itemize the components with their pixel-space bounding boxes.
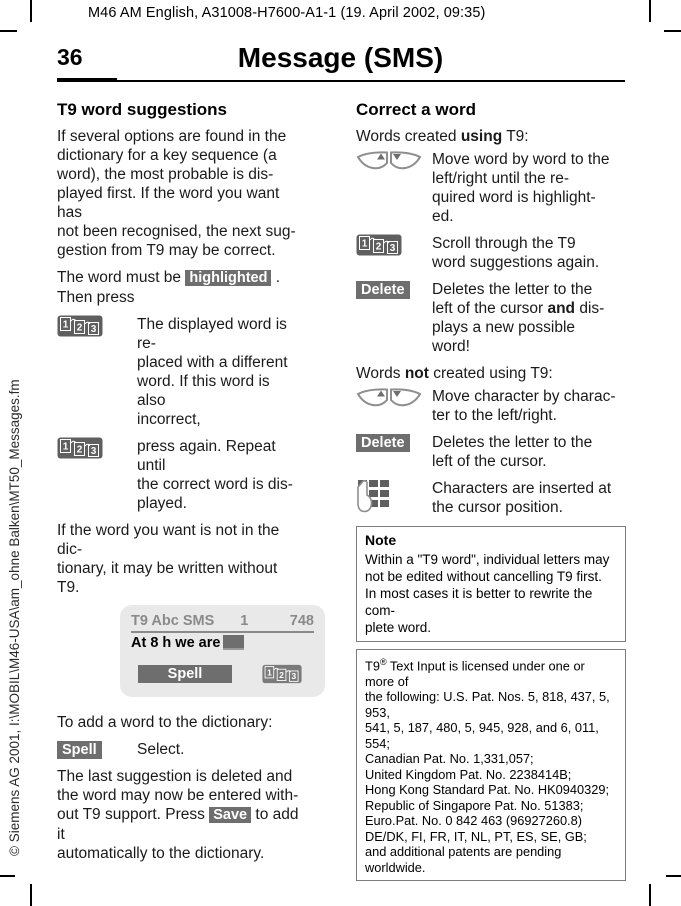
crop-mark <box>30 0 32 22</box>
crop-mark <box>649 884 651 906</box>
svg-text:3: 3 <box>291 671 297 682</box>
rocker-left-right-icon <box>356 150 422 180</box>
instruction-text: press again. Repeat until the correct word is dis- played. <box>137 438 293 512</box>
icon-cell <box>356 150 432 226</box>
instruction-row <box>356 479 626 518</box>
header-rule-thin <box>117 80 625 82</box>
icon-cell <box>356 234 432 272</box>
header-rule-thick <box>57 78 117 82</box>
key-123-icon <box>356 234 402 256</box>
instruction-row <box>57 437 299 513</box>
display-status-line <box>131 613 314 633</box>
instruction-text: Characters are inserted at the cursor position. <box>432 480 612 516</box>
instruction-row <box>356 433 626 471</box>
spell-softkey-label: Spell <box>57 741 102 759</box>
paragraph: Words created using T9: <box>356 128 529 145</box>
instruction-row <box>356 280 626 356</box>
icon-cell <box>356 479 432 518</box>
instruction-row <box>356 234 626 272</box>
instruction-text: Scroll through the T9 word suggestions again. <box>432 235 600 271</box>
remaining-chars-counter: 748 <box>289 613 314 629</box>
text-cursor-block <box>223 635 244 650</box>
paragraph: The last suggestion is deleted and the word may now be entered with- out T9 support. Press Save to add it automatically to the dictionary. <box>57 768 299 862</box>
delete-softkey-label: Delete <box>356 281 410 299</box>
spell-softkey: Spell <box>138 665 232 683</box>
display-message-text: At 8 h we are <box>131 635 314 652</box>
instruction-row <box>356 387 626 425</box>
icon-cell <box>356 280 432 356</box>
instruction-text: Deletes the letter to the left of the cursor and dis- plays a new possible word! <box>432 281 605 355</box>
note-text: Within a "T9 word", individual letters may not be edited without cancelling T9 first. In most cases it is better to rewrite the com- plete word. <box>365 552 610 635</box>
svg-text:3: 3 <box>90 324 97 335</box>
paragraph: If several options are found in the dictionary for a key sequence (a word), the most probable is dis- played first. If the word you want has not been recognised, the next sug- gestion from T9 may be correct. <box>57 128 296 259</box>
page-title: Message (SMS) <box>237 42 444 73</box>
svg-text:1: 1 <box>266 667 272 678</box>
document-reference-header: M46 AM English, A31008-H7600-A1-1 (19. April 2002, 09:35) <box>88 5 486 21</box>
instruction-row <box>57 740 299 759</box>
instruction-row <box>57 315 299 429</box>
svg-text:3: 3 <box>389 243 396 254</box>
phone-display-mockup <box>120 605 325 697</box>
crop-mark <box>664 30 681 32</box>
svg-text:2: 2 <box>375 241 382 253</box>
icon-cell <box>57 315 137 429</box>
key-123-icon <box>57 315 103 337</box>
instruction-text: Move word by word to the left/right until the re- quired word is highlight- ed. <box>432 151 610 225</box>
instruction-text: The displayed word is re- placed with a different word. If this word is also incorrect, <box>137 316 288 428</box>
instruction-text: Select. <box>137 741 185 758</box>
section-heading-correct-a-word: Correct a word <box>356 100 476 119</box>
note-box <box>356 526 626 642</box>
instruction-row <box>356 150 626 226</box>
left-column <box>57 100 314 871</box>
crop-mark <box>0 875 15 877</box>
svg-text:2: 2 <box>279 669 284 680</box>
note-title: Note <box>365 532 397 548</box>
keypad-hand-icon <box>356 479 392 513</box>
paragraph: If the word you want is not in the dic- tionary, it may be written without T9. <box>57 522 280 596</box>
instruction-text: Move character by charac- ter to the left/right. <box>432 388 616 424</box>
paragraph: The word must be highlighted . Then press <box>57 269 281 306</box>
icon-cell <box>57 437 137 513</box>
svg-text:2: 2 <box>76 444 83 456</box>
paragraph: Words not created using T9: <box>356 365 553 382</box>
icon-cell <box>356 433 432 471</box>
key-123-icon <box>57 437 103 459</box>
svg-text:2: 2 <box>76 322 83 334</box>
page-number: 36 <box>57 44 83 70</box>
line-counter: 1 <box>240 613 249 629</box>
copyright-sidebar-text: © Siemens AG 2001, I:\MOBIL\M46-USA\am_ohne Balken\MT50_Messages.fm <box>7 379 22 856</box>
svg-text:1: 1 <box>361 238 368 250</box>
paragraph: To add a word to the dictionary: <box>57 714 273 731</box>
icon-cell <box>356 387 432 425</box>
instruction-text: Deletes the letter to the left of the cursor. <box>432 434 593 470</box>
patent-notice-box: T9® Text Input is licensed under one or more of the following: U.S. Pat. Nos. 5, 818, 437, 5, 953, 541, 5, 187, 480, 5, 945, 928, and 6, 011, 554; Canadian Pat. No. 1,331,057; United Kingdom Pat. No. 2238414B; Hong Kong Standard Pat. No. HK0940329; Republic of Singapore Pat. No. 51383; Euro.Pat. No. 0 842 463 (96927260.8) DE/DK, FI, FR, IT, NL, PT, ES, SE, GB; and additional patents are pending worldwide. <box>356 649 626 881</box>
right-column <box>356 100 626 881</box>
svg-text:1: 1 <box>62 441 69 453</box>
delete-softkey-label: Delete <box>356 434 410 452</box>
crop-mark <box>666 875 681 877</box>
input-mode-indicator: T9 Abc SMS <box>131 613 215 629</box>
section-heading-t9-word-suggestions: T9 word suggestions <box>57 100 228 119</box>
icon-cell <box>57 740 137 759</box>
crop-mark <box>30 884 32 906</box>
crop-mark <box>0 30 17 32</box>
svg-text:1: 1 <box>62 319 69 331</box>
rocker-left-right-icon <box>356 387 422 417</box>
key-123-icon <box>262 664 302 684</box>
svg-text:3: 3 <box>90 446 97 457</box>
crop-mark <box>649 0 651 22</box>
display-softkey-row <box>131 664 314 684</box>
